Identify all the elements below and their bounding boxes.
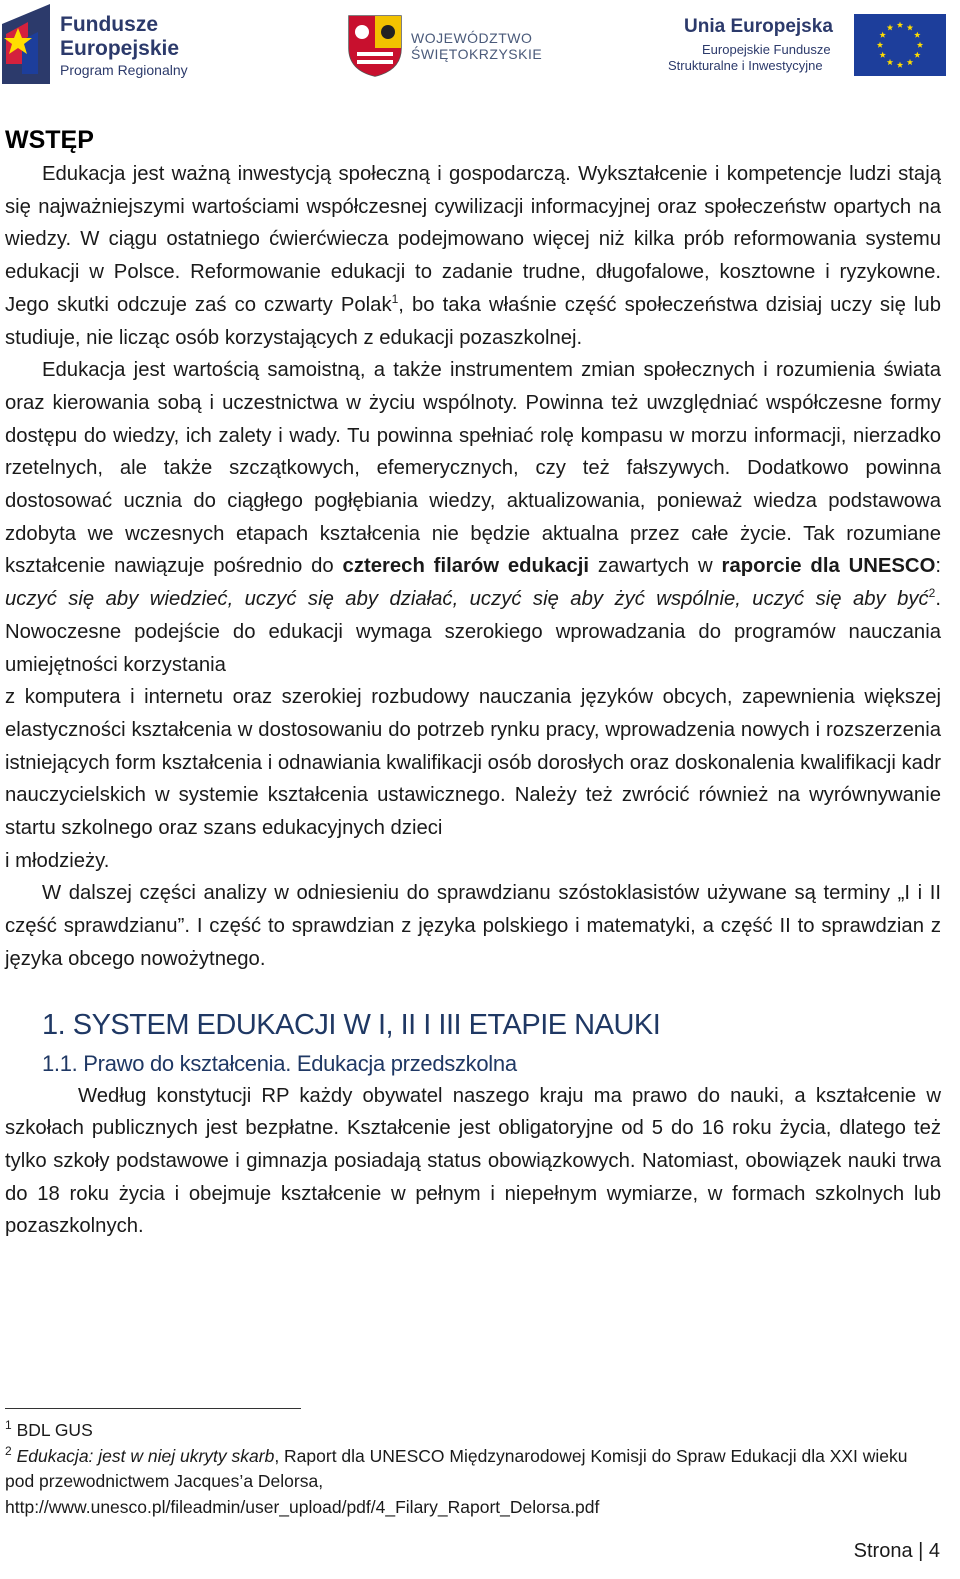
footnote-ref-2: 2 [928, 586, 936, 601]
footnote-1 [5, 1418, 935, 1444]
intro-p2-text-c: : [935, 555, 941, 578]
fundusze-europejskie-logo [2, 2, 202, 86]
footnote-2-title: Edukacja: jest w niej ukryty skarb [16, 1445, 275, 1466]
intro-paragraph-2-end [5, 845, 941, 878]
ue-logo-line1: Unia Europejska [684, 16, 833, 37]
fe-logo-line3: Program Regionalny [60, 62, 188, 78]
unia-europejska-logo [668, 2, 948, 86]
ws-logo-line1: WOJEWÓDZTWO [411, 30, 533, 46]
intro-paragraph-2 [5, 354, 941, 681]
ue-logo-line2: Europejskie Fundusze [702, 42, 831, 57]
footnote-2 [5, 1444, 935, 1495]
intro-p1-text-a: Edukacja jest ważną inwestycją społeczną i gospodarczą. Wykształcenie i kompetencje ludzi stają się najważniejszymi wartościami współczesnej cywilizacji informacyjnej oraz społeczeństw opartych na wiedzy. W ciągu ostatniego ćwierćwiecza podejmowano więcej niż kilka prób reformowania systemu edukacji w Polsce. Reformowanie edukacji to zadanie trudne, długofalowe, kosztowne i ryzykowne. Jego skutki odczuje zaś co czwarty Polak [5, 163, 941, 316]
intro-p2-text-a: Edukacja jest wartością samoistną, a także instrumentem zmian społecznych i rozumienia świata oraz kierowania sobą i uczestnictwa w życiu wspólnoty. Powinna też uwzględniać współczesne formy dostępu do wiedzy, ich zalety i wady. Tu powinna spełniać rolę kompasu w morzu informacji, nierzadko rzetelnych, ale także szczątkowych, efemerycznych, czy też fałszywych. Dodatkowo powinna dostosować ucznia do ciągłego pogłębiania wiedzy, aktualizowania, ponieważ wiedza podstawowa zdobyta we wczesnych etapach kształcenia nie będzie aktualna przez całe życie. Tak rozumiane kształcenie nawiązuje pośrednio do [5, 359, 941, 578]
intro-p2-text-e: z komputera i internetu oraz szerokiej rozbudowy nauczania języków obcych, zapewnienia większej elastyczności kształcenia w dostosowaniu do potrzeb rynku pracy, wprowadzenia nowych i rozszerzenia istniejących form kształcenia i odnawiania kwalifikacji osób dorosłych oraz doskonalenia kwalifikacji kadr nauczycielskich w systemie kształcenia ustawicznego. Należy też zwrócić również na wyrównywanie startu szkolnego oraz szans edukacyjnych dzieci [5, 686, 941, 840]
wojewodztwo-logo [345, 2, 545, 86]
intro-p2-bold-1: czterech filarów edukacji [342, 555, 590, 578]
intro-p2-bold-2: raporcie dla UNESCO [721, 555, 936, 578]
footnote-1-text: BDL GUS [16, 1420, 93, 1440]
section1-paragraph-1: Według konstytucji RP każdy obywatel naszego kraju ma prawo do nauki, a kształcenie w szkołach publicznych jest bezpłatne. Kształcenie jest obligatoryjne od 5 do 16 roku życia, dlatego też tylko szkoły podstawowe i gimnazja posiadają status obowiązkowych. Natomiast, obowiązek nauki trwa do 18 roku życia i obejmuje kształcenie w pełnym i niepełnym wymiarze, w formach szkolnych lub pozaszkolnych. [5, 1084, 941, 1238]
section-heading-1-1: 1.1. Prawo do kształcenia. Edukacja przedszkolna [42, 1050, 517, 1076]
coat-of-arms-icon [347, 14, 403, 78]
intro-p2-italic: uczyć się aby wiedzieć, uczyć się aby działać, uczyć się aby żyć wspólnie, uczyć się aby być [5, 588, 929, 611]
ws-logo-line2: ŚWIĘTOKRZYSKIE [411, 46, 543, 62]
fe-emblem-icon [2, 4, 50, 84]
fe-logo-line1: Fundusze [60, 13, 158, 36]
intro-p1-text-b: , bo taka właśnie część społeczeństwa dzisiaj uczy się lub studiuje, nie licząc osób korzystających z edukacji pozaszkolnej. [5, 293, 941, 349]
footnote-2-text: , Raport dla UNESCO Międzynarodowej Komisji do Spraw Edukacji dla XXI wieku pod przewodnictwem Jacques’a Delorsa, [5, 1445, 908, 1491]
intro-paragraph-3: W dalszej części analizy w odniesieniu do sprawdzianu szóstoklasistów używane są terminy „I i II część sprawdzianu”. I część to sprawdzian z języka polskiego i matematyki, a część II to sprawdzian z języka obcego nowożytnego. [5, 882, 941, 970]
intro-paragraph-2-cont [5, 681, 941, 845]
intro-paragraph-1 [5, 158, 941, 354]
intro-p2-text-f: i młodzieży. [5, 849, 110, 872]
footnote-1-number: 1 [5, 1418, 12, 1433]
footnote-2-url[interactable]: http://www.unesco.pl/fileadmin/user_upload/pdf/4_Filary_Raport_Delorsa.pdf [5, 1496, 600, 1517]
fe-logo-line2: Europejskie [60, 37, 180, 60]
intro-p2-text-b: zawartych w [589, 555, 722, 578]
page-header [0, 0, 960, 90]
ue-logo-line3: Strukturalne i Inwestycyjne [668, 58, 823, 73]
intro-heading: WSTĘP [5, 126, 94, 154]
document-body [5, 122, 941, 1243]
page-number: Strona | 4 [853, 1540, 940, 1562]
footnotes [5, 1418, 935, 1520]
section-heading-1: 1. SYSTEM EDUKACJI W I, II I III ETAPIE NAUKI [42, 1008, 661, 1041]
footnote-separator [5, 1408, 301, 1409]
footnote-ref-1: 1 [391, 292, 399, 307]
eu-flag-icon [854, 14, 946, 76]
intro-p2-text-d: . Nowoczesne podejście do edukacji wymaga szerokiego wprowadzania do programów nauczania umiejętności korzystania [5, 588, 941, 676]
footnote-2-number: 2 [5, 1443, 12, 1458]
